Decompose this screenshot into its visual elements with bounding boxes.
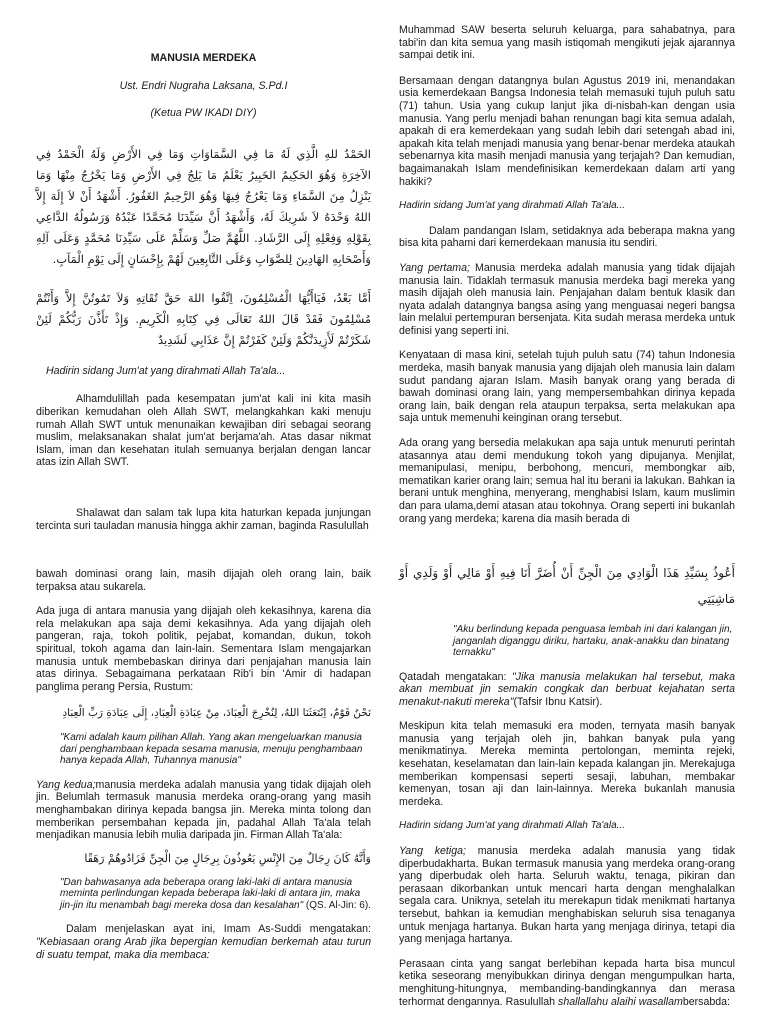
quote-as-suddi: "Kebiasaan orang Arab jika bepergian kemudian berkemah atau turun di suatu tempat, maka dia membaca: xyxy=(36,935,371,961)
top-left-column xyxy=(36,50,371,532)
ribi-translation: "Kami adalah kaum pilihan Allah. Yang akan mengeluarkan manusia dari penghambaan kepada sesama manusia, menuju penghambaan hanya kepada Allah, Tuhannya manusia" xyxy=(60,732,363,767)
bottom-right-column xyxy=(399,560,735,1024)
paragraph-shalawat: Shalawat dan salam tak lupa kita haturkan kepada junjungan tercinta suri tauladan manusia hingga akhir zaman, baginda Rasulullah xyxy=(36,506,371,532)
hadirin-greeting: Hadirin sidang Jum'at yang dirahmati Allah Ta'ala... xyxy=(399,200,625,212)
author-affiliation: (Ketua PW IKADI DIY) xyxy=(150,107,257,120)
text-yang-ketiga: manusia merdeka adalah manusia yang tidak diperbudakharta. Bukan termasuk manusia yang merdeka orang-orang yang diperbudak oleh harta. Seluruh waktu, tenaga, pikiran dan perasaan dikorbankan untuk mencari harta dengan menghalalkan segala cara. Uniknya, setelah itu merekapun tidak menikmati hartanya tersebut, bahkan ia kemudian menghabiskan seluruh sisa tenaganya untuk menjaga hartanya. Bukan harta yang menjaga dirinya, tetapi dia yang menjaga hartanya. xyxy=(399,845,735,946)
quote-qatadah: "Jika manusia melakukan hal tersebut, maka akan membuat jin semakin congkak dan berbuat kejahatan serta menakut-nakuti mereka" xyxy=(399,670,735,708)
al-jin-translation xyxy=(36,877,371,912)
hadirin-greeting: Hadirin sidang Jum'at yang dirahmati Allah Ta'ala... xyxy=(46,364,286,377)
lead-yang-kedua: Yang kedua; xyxy=(36,778,96,791)
shallallahu-text: shallallahu alaihi wasallam xyxy=(558,995,683,1008)
al-jin-arabic-verse: وَأَنَّهُ كَانَ رِجَالٌ مِنَ الإِنْسِ يَعُوذُونَ بِرِجَالٍ مِنَ الْجِنِّ فَزَادُوهُمْ رَهَقًا xyxy=(84,851,371,865)
paragraph-yang-ketiga xyxy=(399,845,735,946)
opening-arabic-text: الحَمْدُ للهِ الَّذِي لَهُ مَا فِي السَّمَاوَاتِ وَمَا فِي الأَرْضِ وَلَهُ الْحَمْدُ فِي الآخِرَةِ وَهُوَ الحَكِيمُ الخَبِيرُ يَعْلَمُ مَا يَلِجُ فِي الأَرْضِ وَمَا يَخْرُجُ مِنْهَا وَمَا يَنْزِلُ مِنَ السَّمَاءِ وَمَا يَعْرُجُ فِيهَا وَهُوَ الرَّحِيمُ الغَفُورُ. أَشْهَدُ أَنْ لاَ إِلَهَ إِلاَّ اللهُ وَحْدَهُ لاَ شَرِيكَ لَهُ، وَأَشْهَدُ أَنَّ سَيِّدَنَا مُحَمَّدًا عَبْدُهُ وَرَسُولُهُ الدَّاعِي بِقَوْلِهِ وَفِعْلِهِ إِلَى الرَّشَادِ. اللَّهُمَّ صَلِّ وَسَلِّمْ عَلَى سَيِّدِنَا مُحَمَّدٍ وَعَلَى آلِهِ وَأَصْحَابِهِ الهَادِينَ لِلصَّوَابِ وَعَلَى التَّابِعِينَ لَهُمْ بِإِحْسَانٍ إِلَى يَوْمِ الْمَآبِ. xyxy=(36,146,371,266)
bottom-left-column xyxy=(36,568,371,1024)
paragraph-kenyataan: Kenyataan di masa kini, setelah tujuh puluh satu (74) tahun Indonesia merdeka, masih banyak manusia yang dijajah oleh manusia lain dalam sudut pandang ajaran Islam. Masih banyak orang yang berada di bawah dominasi orang lain, yang mempersembahkan dirinya kepada orang lain, baik dengan rela ataupun terpaksa, serta melakukan apa saja untuk memenuhi keinginan orang tersebut. xyxy=(399,349,735,425)
paragraph-yang-pertama xyxy=(399,262,735,338)
paragraph-agustus: Bersamaan dengan datangnya bulan Agustus 2019 ini, menandakan usia kemerdekaan Bangsa Indonesia telah memasuki tujuh puluh satu (71) tahun. Usia yang cukup lanjut jika di-nisbah-kan dengan usia manusia. Yang perlu menjadi bahan renungan bagi kita semua adalah, apakah di era kemerdekaan yang sudah lebih dari setengah abad ini, apakah kita telah menjadi manusia yang benar-benar merdeka ataukah sebenarnya kita masih menjadi manusia yang terjajah? Dan kemudian, bagaimanakah Islam mendefinisikan kemerdekaan dalam arti yang hakiki? xyxy=(399,74,735,188)
text-as-suddi: Dalam menjelaskan ayat ini, Imam As-Suddi mengatakan: xyxy=(66,923,371,936)
top-right-column xyxy=(399,24,735,525)
paragraph-yang-kedua xyxy=(36,779,371,842)
al-jin-reference: (QS. Al-Jin: 6). xyxy=(303,899,371,911)
amma-badu-arabic-text: أَمَّا بَعْدُ، فَيَاأَيُّهَا الْمُسْلِمُونَ، اِتَّقُوا اللهَ حَقَّ تُقَاتِهِ وَلاَ تَمُوتُنَّ إِلاَّ وَأَنْتُمْ مُسْلِمُونَ فَقَدْ قَالَ اللهُ تَعَالَى فِي كِتَابِهِ الْكَرِيمِ. وَإِذْ تَأَذَّنَ رَبُّكُمْ لَئِنْ شَكَرْتُمْ لَأَزِيدَنَّكُمْ وَلَئِنْ كَفَرْتُمْ إِنَّ عَذَابِي لَشَدِيدٌ xyxy=(36,290,371,347)
text-perasaan-cinta: Perasaan cinta yang sangat berlebihan kepada harta bisa muncul ketika seseorang menyibukkan dirinya dengan mengumpulkan harta, menghitung-hitungnya, membanding-bandingkannya dan merasa terhormat dengannya. Rasulullah xyxy=(399,957,735,1008)
paragraph-era-moden: Meskipun kita telah memasuki era moden, ternyata masih banyak manusia yang terjajah oleh jin, bahkan banyak pula yang menikmatinya. Mereka meminta pertolongan, meminta rejeki, kesehatan, keselamatan dan lain-lain kepada kalangan jin. Merekajuga memberikan kompensasi seperti sesaji, labuhan, membakar kemenyan, tosan aji dan lain-lainnya. Mereka bukanlah manusia merdeka. xyxy=(399,720,735,808)
text-qatadah: Qatadah mengatakan: xyxy=(399,670,513,683)
paragraph-qatadah xyxy=(399,671,735,709)
paragraph-muhammad-saw: Muhammad SAW beserta seluruh keluarga, para sahabatnya, para tabi'in dan kita semua yang masih istiqomah mengikuti jejak ajarannya sampai detik ini. xyxy=(399,24,735,62)
text-yang-kedua: manusia merdeka adalah manusia yang tidak dijajah oleh jin. Belumlah termasuk manusia merdeka orang-orang yang masih menghambakan dirinya kepada bangsa jin. Mereka minta tolong dan memberikan persembahan kepada jin, padahal Allah Ta'ala telah menjadikan manusia lebih mulia daripada jin. Firman Allah Ta'ala: xyxy=(36,778,371,842)
hadirin-greeting: Hadirin sidang Jum'at yang dirahmati Allah Ta'ala... xyxy=(399,820,625,832)
audzu-arabic-text: أَعُوذُ بِسَيِّدِ هَذَا الْوَادِي مِنَ الْجِنِّ أَنْ أُضَرَّ أَنَا فِيهِ أَوْ مَالِي أَوْ وَلَدِي أَوْ مَاشِيَتِي xyxy=(399,566,735,606)
ribi-arabic-quote: نَحْنُ قَوْمٌ، اِبْتَعَثَنَا اللهُ، لِنُخْرِجَ الْعِبَادَ، مِنْ عِبَادَةِ الْعِبَادِ، إِلَى عِبَادَةِ رَبِّ الْعِبَادِ xyxy=(62,707,371,720)
paragraph-as-suddi xyxy=(36,923,371,961)
paragraph-pandangan-islam: Dalam pandangan Islam, setidaknya ada beberapa makna yang bisa kita pahami dari kemerdekaan manusia itu sendiri. xyxy=(399,224,735,250)
paragraph-kekasih: Ada juga di antara manusia yang dijajah oleh kekasihnya, karena dia rela melakukan apa saja demi kekasihnya. Ada yang dijajah oleh pangeran, raja, tokoh politik, pejabat, komandan, dukun, tokoh spiritual, tokoh agama dan lain-lain. Sementara Islam mengajarkan manusia untuk membebaskan dirinya dari penjajahan manusia lain atas dirinya. Sebagaimana perkataan Rib'i bin 'Amir di hadapan panglima perang Persia, Rustum: xyxy=(36,605,371,693)
article-title: MANUSIA MERDEKA xyxy=(150,52,257,64)
lead-yang-pertama: Yang pertama; xyxy=(399,261,470,274)
author-name: Ust. Endri Nugraha Laksana, S.Pd.I xyxy=(119,79,288,92)
text-yang-pertama: Manusia merdeka adalah manusia yang tidak dijajah manusia lain. Tidaklah termasuk manusia merdeka bagi mereka yang masih dijajah oleh manusia lain. Penjajahan dalam bentuk klasik dan nyata adalah datangnya bangsa asing yang menguasai negeri bangsa lain melalui pertempuran bersenjata. Kita sudah merasa merdeka untuk definisi yang seperti ini. xyxy=(399,261,735,337)
al-jin-translation-text: "Dan bahwasanya ada beberapa orang laki-laki di antara manusia meminta perlindungan kepada beberapa laki-laki di antara jin, maka jin-jin itu menambah bagi mereka dosa dan kesalahan" xyxy=(60,876,361,911)
bersabda-text: bersabda: xyxy=(682,995,730,1008)
paragraph-bawah-dominasi: bawah dominasi orang lain, masih dijajah oleh orang lain, baik terpaksa atau sukarela. xyxy=(36,568,371,593)
paragraph-alhamdulillah: Alhamdulillah pada kesempatan jum'at kali ini kita masih diberikan kemudahan oleh Allah SWT, melangkahkan kaki menuju rumah Allah SWT untuk menunaikan kewajiban diri sebagai seorang muslim, melaksanakan shalat jum'at berjama'ah. Atas dasar nikmat Islam, iman dan kesehatan itulah semuanya berjalan dengan lancar atas izin Allah SWT. xyxy=(36,393,371,469)
paragraph-perasaan-cinta xyxy=(399,958,735,1008)
audzu-translation: "Aku berlindung kepada penguasa lembah ini dari kalangan jin, janganlah diganggu diriku, hartaku, anak-anakku dan binatang ternakku" xyxy=(453,624,733,658)
paragraph-ada-orang: Ada orang yang bersedia melakukan apa saja untuk menuruti perintah atasannya atau demi mendukung tokoh yang dipujanya. Menjilat, memanipulasi, menipu, berbohong, mencuri, membongkar aib, mematikan karier orang lain; semua hal itu berani ia lakukan. Bahkan ia berani untuk menghina, menyerang, menghabisi Islam, kaum muslimin dan para ulama,demi atasan atau tokohnya. Orang seperti ini bukanlah orang yang merdeka; karena dia masih berada di xyxy=(399,437,735,525)
qatadah-reference: (Tafsir Ibnu Katsir). xyxy=(513,695,603,708)
lead-yang-ketiga: Yang ketiga; xyxy=(399,845,466,858)
